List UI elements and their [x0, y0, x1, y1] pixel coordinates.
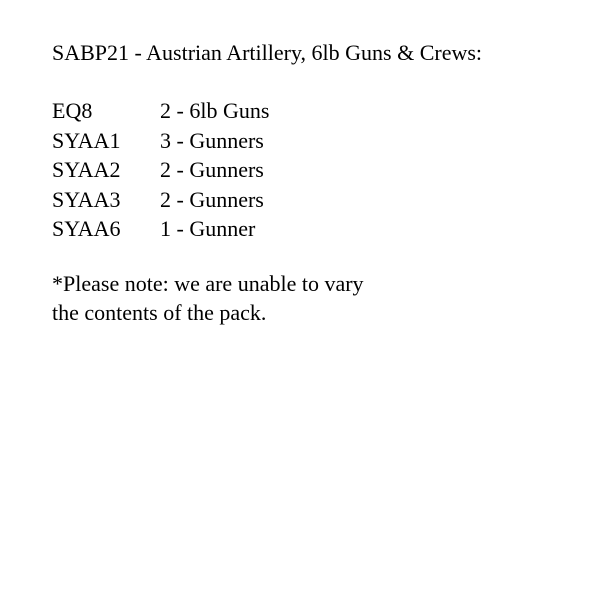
pack-title: SABP21 - Austrian Artillery, 6lb Guns & Crews:: [52, 40, 483, 65]
item-description: 2 - Gunners: [160, 157, 264, 182]
item-description: 3 - Gunners: [160, 127, 264, 153]
note-line: *Please note: we are unable to vary: [52, 271, 364, 296]
item-code: SYAA3: [52, 186, 121, 212]
list-item: [52, 155, 269, 185]
pack-note: [52, 269, 412, 327]
list-item: [52, 214, 269, 244]
list-item: [52, 126, 269, 156]
item-code: SYAA6: [52, 216, 121, 241]
item-code: SYAA1: [52, 127, 121, 153]
item-description: 1 - Gunner: [160, 216, 256, 241]
list-item: [52, 185, 269, 215]
item-code: SYAA2: [52, 157, 121, 182]
pack-contents-list: [52, 96, 269, 244]
list-item: [52, 96, 269, 126]
item-description: 2 - Gunners: [160, 186, 264, 212]
note-line: the contents of the pack.: [52, 300, 267, 325]
item-code: EQ8: [52, 98, 93, 123]
item-description: 2 - 6lb Guns: [160, 98, 270, 123]
